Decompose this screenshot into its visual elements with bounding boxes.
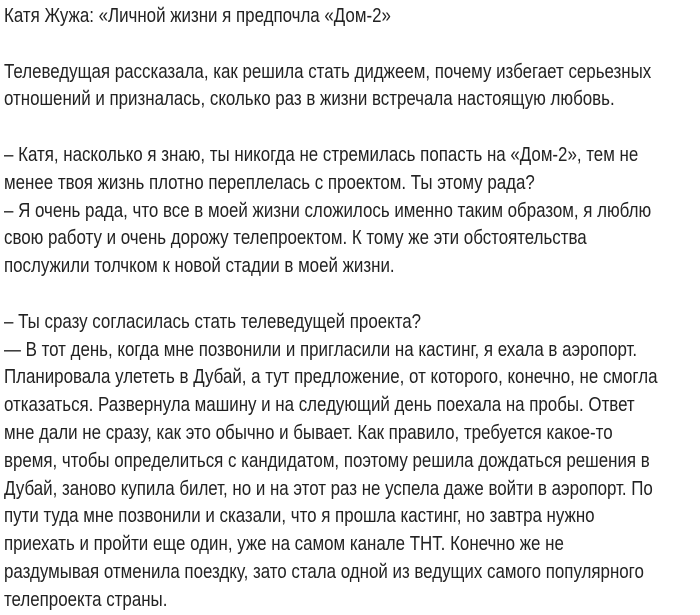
text-line: послужили толчком к новой стадии в моей жизни.: [4, 255, 395, 278]
text-line: Планировала улететь в Дубай, а тут предложение, от которого, конечно, не смогла: [4, 366, 658, 389]
text-line: пути туда мне позвонили и сказали, что я прошла кастинг, но завтра нужно: [4, 505, 595, 528]
spacer: [4, 281, 700, 309]
text-line: Дубай, заново купила билет, но и на этот раз не успела даже войти в аэропорт. По: [4, 477, 653, 500]
text-line: телепроекта страны.: [4, 588, 168, 611]
text-line: свою работу и очень дорожу телепроектом. К тому же эти обстоятельства: [4, 227, 587, 250]
paragraph-qa-1: [4, 142, 700, 281]
article-title: Катя Жужа: «Личной жизни я предпочла «Дом-2»: [4, 5, 391, 27]
text-line: – Ты сразу согласилась стать телеведущей проекта?: [4, 310, 422, 333]
spacer: [4, 114, 700, 142]
text-line: приехать и пройти еще один, уже на самом канале ТНТ. Конечно же не: [4, 533, 564, 556]
text-line: – Катя, насколько я знаю, ты никогда не стремилась попасть на «Дом-2», тем не: [4, 143, 639, 166]
text-line: – Я очень рада, что все в моей жизни сложилось именно таким образом, я люблю: [4, 199, 652, 222]
text-line: раздумывая отменила поездку, зато стала одной из ведущих самого популярного: [4, 560, 644, 583]
text-line: время, чтобы определиться с кандидатом, поэтому решила дождаться решения в: [4, 449, 650, 472]
text-line: мне дали не сразу, как это обычно и бывает. Как правило, требуется какое-то: [4, 421, 613, 444]
text-line: Телеведущая рассказала, как решила стать диджеем, почему избегает серьезных: [4, 60, 652, 83]
spacer: [4, 31, 700, 59]
text-line: отношений и призналась, сколько раз в жизни встречала настоящую любовь.: [4, 88, 615, 111]
text-line: менее твоя жизнь плотно переплелась с проектом. Ты этому рада?: [4, 171, 535, 194]
text-line: — В тот день, когда мне позвонили и пригласили на кастинг, я ехала в аэропорт.: [4, 338, 638, 361]
paragraph-intro: [4, 59, 700, 115]
paragraph-qa-2: [4, 309, 700, 615]
text-line: отказаться. Развернула машину и на следующий день поехала на пробы. Ответ: [4, 394, 635, 417]
